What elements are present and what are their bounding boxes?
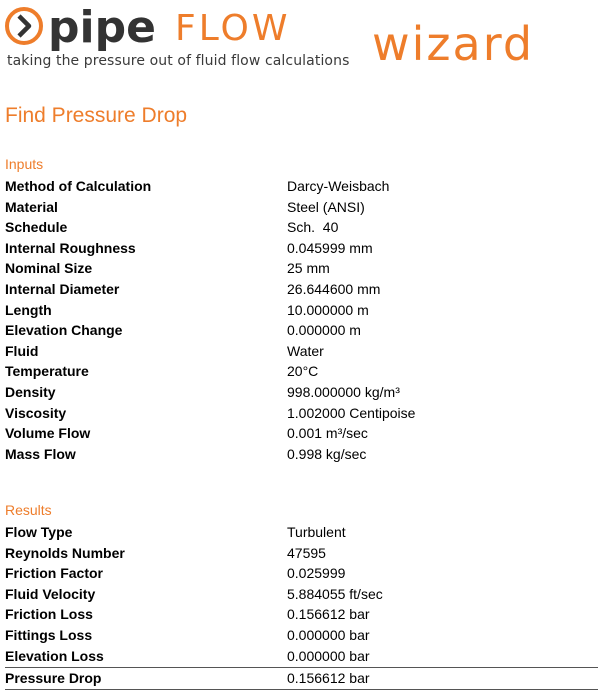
input-row — [5, 258, 598, 279]
input-row — [5, 382, 598, 403]
row-label: Mass Flow — [5, 445, 76, 462]
row-label: Friction Loss — [5, 606, 93, 623]
row-value: 47595 — [287, 544, 326, 561]
row-value: 1.002000 Centipoise — [287, 404, 416, 421]
input-row — [5, 444, 598, 465]
input-row — [5, 361, 598, 382]
row-value: 26.644600 mm — [287, 280, 381, 297]
input-row — [5, 423, 598, 444]
row-value: 0.000000 m — [287, 322, 361, 339]
results-section-title: Results — [5, 502, 52, 518]
row-value: Steel (ANSI) — [287, 198, 365, 215]
page-title: Find Pressure Drop — [5, 104, 188, 127]
row-value: 998.000000 kg/m³ — [287, 383, 400, 400]
row-value: 0.156612 bar — [287, 606, 370, 623]
row-label: Elevation Loss — [5, 647, 104, 664]
tagline: taking the pressure out of fluid flow calculations — [7, 53, 350, 69]
row-label: Viscosity — [5, 404, 67, 421]
input-row — [5, 300, 598, 321]
row-value: 0.998 kg/sec — [287, 445, 367, 462]
input-row — [5, 217, 598, 238]
row-label: Reynolds Number — [5, 544, 125, 561]
input-row — [5, 341, 598, 362]
row-label: Internal Roughness — [5, 239, 136, 256]
pressure-drop-label: Pressure Drop — [5, 670, 102, 687]
pressure-drop-value: 0.156612 bar — [287, 670, 370, 687]
row-value: 0.000000 bar — [287, 647, 370, 664]
results-table — [5, 522, 598, 690]
row-value: Water — [287, 342, 324, 359]
pipe-flow-wizard-logo — [0, 0, 598, 80]
row-label: Nominal Size — [5, 260, 93, 277]
row-label: Fluid — [5, 342, 39, 359]
inputs-table — [5, 176, 598, 464]
pressure-drop-row — [5, 667, 598, 690]
row-value: 20°C — [287, 363, 319, 380]
row-label: Friction Factor — [5, 565, 104, 582]
result-row — [5, 522, 598, 543]
input-row — [5, 197, 598, 218]
row-value: 0.045999 mm — [287, 239, 373, 256]
result-row — [5, 604, 598, 625]
row-value: 5.884055 ft/sec — [287, 585, 383, 602]
input-row — [5, 279, 598, 300]
inputs-section-title: Inputs — [5, 156, 44, 172]
brand-flow-text: FLOW — [175, 8, 291, 49]
row-value: Turbulent — [287, 524, 346, 540]
row-label: Flow Type — [5, 524, 73, 540]
input-row — [5, 238, 598, 259]
row-value: Darcy-Weisbach — [287, 178, 390, 194]
row-value: 10.000000 m — [287, 301, 369, 318]
row-label: Internal Diameter — [5, 280, 120, 297]
brand-wizard-text: wizard — [372, 17, 535, 71]
row-label: Density — [5, 383, 56, 400]
row-label: Temperature — [5, 363, 89, 380]
row-label: Material — [5, 198, 58, 215]
row-value: Sch. 40 — [287, 219, 339, 236]
row-label: Fittings Loss — [5, 626, 93, 643]
result-row — [5, 543, 598, 564]
row-value: 0.001 m³/sec — [287, 425, 368, 442]
input-row — [5, 320, 598, 341]
row-label: Length — [5, 301, 52, 318]
input-row — [5, 403, 598, 424]
row-label: Fluid Velocity — [5, 585, 96, 602]
brand-pipe-text: pipe — [48, 2, 156, 53]
result-row — [5, 584, 598, 605]
result-row — [5, 563, 598, 584]
row-value: 0.025999 — [287, 565, 346, 582]
row-label: Volume Flow — [5, 425, 91, 442]
result-row — [5, 646, 598, 667]
row-label: Elevation Change — [5, 322, 123, 339]
row-label: Schedule — [5, 219, 68, 236]
input-row — [5, 176, 598, 197]
result-row — [5, 625, 598, 646]
chevron-circle-icon — [7, 9, 41, 43]
row-value: 0.000000 bar — [287, 626, 370, 643]
row-label: Method of Calculation — [5, 178, 152, 194]
row-value: 25 mm — [287, 260, 330, 277]
